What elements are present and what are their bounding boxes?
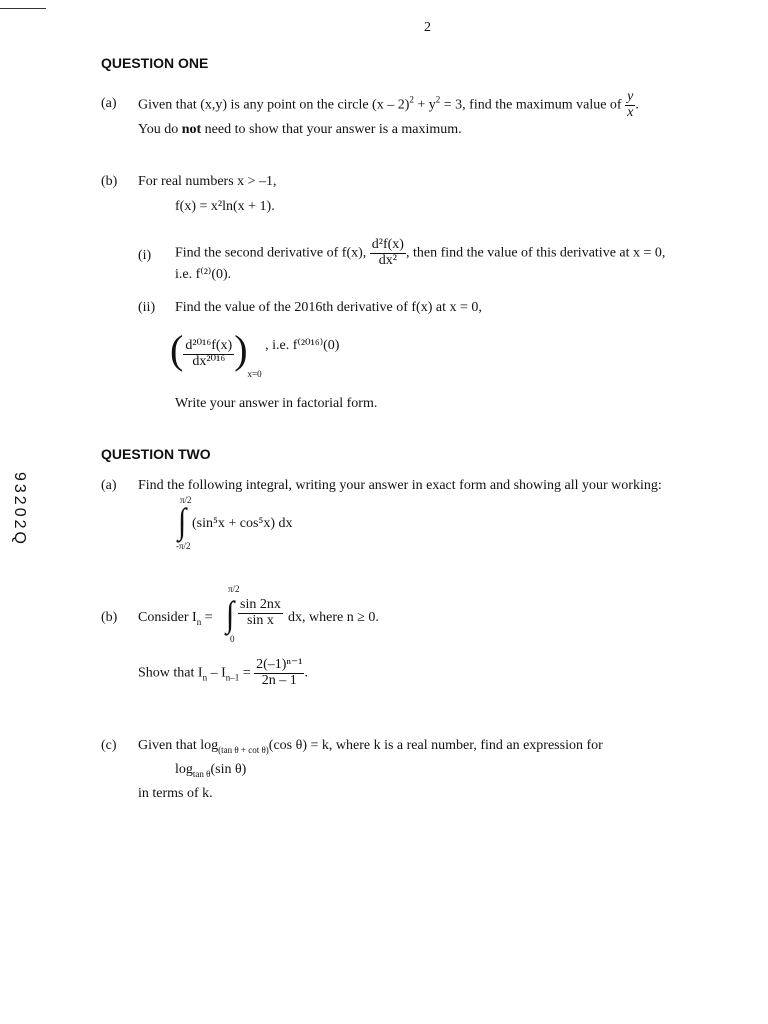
q1b-i-fraction: $\frac{\text{d²f(x)}}{\text{dx²}}$ [371, 237, 404, 268]
q2c-line1: Given that $\log_{(tan \theta + cot \theta)}(\cos$ θ) = k, where k is a real number, find an expression for [138, 738, 603, 755]
page-number: 2 [424, 20, 431, 35]
top-rule [0, 8, 46, 9]
question-one-heading: QUESTION ONE [101, 55, 209, 71]
q2a-integral: π/2 ∫ -π/2 (sin⁵x + cos⁵x) dx [176, 495, 293, 551]
q1b-label: (b) [101, 174, 118, 189]
q1a-fraction: $\frac{y}{x}$ [627, 89, 634, 120]
q1b-ii-label: (ii) [138, 300, 156, 315]
side-code: 93202Q [11, 472, 28, 547]
q1a-line1: Given that (x,y) is any point on the circle $(x - 2)^2 + y^2 = 3$, find the maximum value of $\frac{y}{x}$ . [138, 89, 639, 120]
q1b-ii-text: Find the value of the 2016th derivative of f(x) at x = 0, [175, 300, 482, 315]
q1b-line1: For real numbers x > –1, [138, 174, 277, 189]
q1b-function: f(x) = x²ln(x + 1). [175, 199, 275, 214]
q2b-show-fraction: $\frac{\text{2(–1)ⁿ⁻¹}}{2n - 1}$ [256, 657, 303, 688]
q2b-label: (b) [101, 610, 118, 625]
q1b-i-label: (i) [138, 248, 152, 263]
question-two-heading: QUESTION TWO [101, 446, 211, 462]
q1a-label: (a) [101, 96, 117, 111]
q1b-ii-expression: ( $\frac{\text{d²⁰¹⁶f(x)}}{\text{dx²⁰¹⁶}}$ )$_{x=0}$ , i.e. f⁽²⁰¹⁶⁾(0) [170, 327, 340, 379]
q2c-line2: $\log_{tan \theta}(\sin$ θ) [175, 762, 247, 779]
q2c-label: (c) [101, 738, 117, 753]
q2a-text: Find the following integral, writing your answer in exact form and showing all your working: [138, 478, 662, 493]
q1b-i-line2: i.e. f⁽²⁾(0). [175, 267, 232, 282]
q2b-show: Show that $I_n - I_{n-1}$ = $\frac{\text{2(–1)ⁿ⁻¹}}{2n - 1}$ . [138, 657, 308, 688]
q1b-ii-fraction: $\frac{\text{d²⁰¹⁶f(x)}}{\text{dx²⁰¹⁶}}$ [185, 338, 233, 369]
q2a-label: (a) [101, 478, 117, 493]
q1a-line2: You do not need to show that your answer is a maximum. [138, 122, 462, 137]
q1b-i-line1: Find the second derivative of f(x), $\frac{\text{d²f(x)}}{\text{dx²}}$ , then find the value of this derivative at x = 0, [175, 237, 666, 268]
q1b-ii-write: Write your answer in factorial form. [175, 396, 378, 411]
q2b-consider: Consider $I_n$ = π/2 ∫ 0 $\frac{\sin 2nx}{\text{sin x}}$ dx, where n ≥ 0. [138, 584, 379, 644]
q2b-fraction: $\frac{\sin 2nx}{\text{sin x}}$ [240, 597, 281, 628]
q2c-line3: in terms of k. [138, 786, 213, 801]
